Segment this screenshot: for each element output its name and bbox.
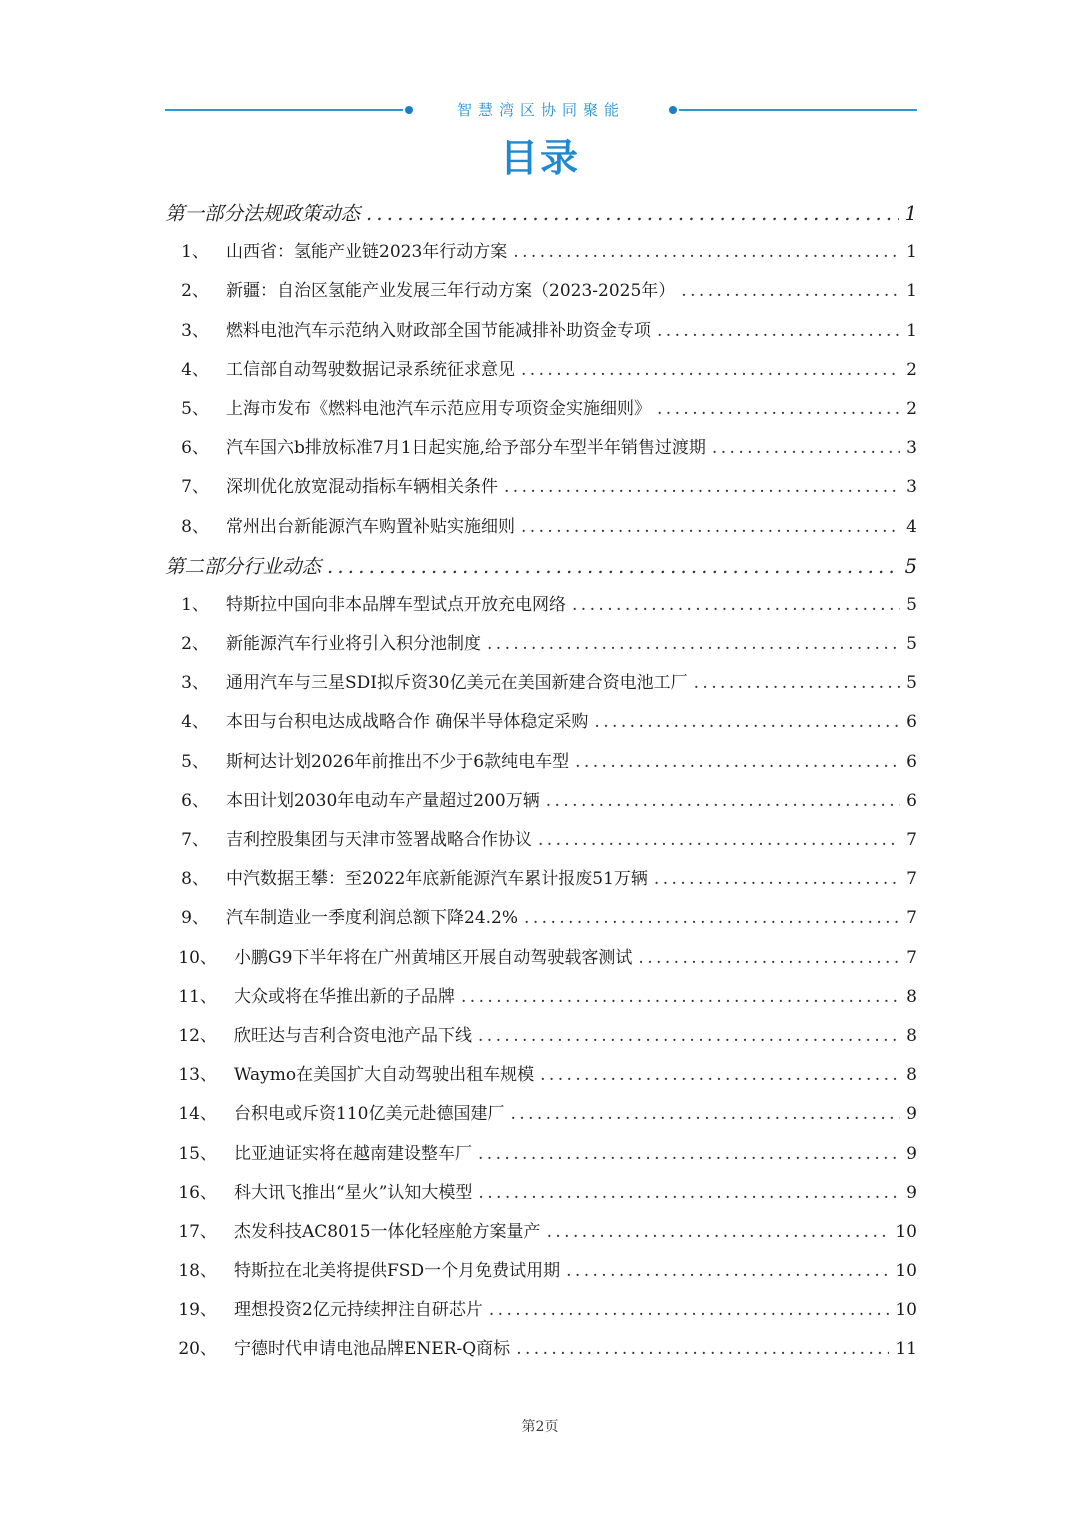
toc-entry[interactable]: [165, 468, 917, 507]
toc-entry-number: 3、: [181, 673, 209, 694]
toc-entry[interactable]: [165, 233, 917, 272]
toc-page-number: 7: [906, 869, 917, 890]
toc-entry[interactable]: [165, 1135, 917, 1174]
toc-entry-title: 斯柯达计划2026年前推出不少于6款纯电车型: [226, 751, 570, 772]
toc-entry-number: 4、: [181, 712, 209, 733]
toc-entry[interactable]: [165, 664, 917, 703]
page-number: 第2页: [521, 1419, 559, 1435]
toc-page-number: 7: [906, 908, 917, 929]
table-of-contents: [165, 194, 917, 1370]
toc-leader-dots: [516, 1330, 889, 1369]
toc-entry-title: 汽车制造业一季度利润总额下降24.2%: [226, 908, 519, 929]
toc-page-number: 4: [906, 516, 917, 537]
toc-leader-dots: [538, 821, 900, 860]
toc-entry-number: 18、: [178, 1261, 217, 1282]
toc-page-number: 5: [906, 594, 917, 615]
toc-page-number: 9: [906, 1182, 917, 1203]
toc-entry-number: 16、: [178, 1182, 217, 1203]
toc-page-number: 3: [906, 438, 917, 459]
toc-entry-title: 特斯拉中国向非本品牌车型试点开放充电网络: [226, 594, 566, 615]
toc-leader-dots: [510, 1095, 900, 1134]
toc-leader-dots: [572, 586, 900, 625]
toc-entry-title: 大众或将在华推出新的子品牌: [234, 986, 455, 1007]
toc-entry[interactable]: [165, 978, 917, 1017]
toc-page-number: 6: [906, 790, 917, 811]
toc-entry-number: 15、: [178, 1143, 217, 1164]
toc-entry[interactable]: [165, 390, 917, 429]
header-rule-right: [679, 109, 917, 111]
toc-leader-dots: [478, 1174, 900, 1213]
toc-entry-number: 6、: [181, 438, 209, 459]
toc-entry-number: 19、: [178, 1300, 217, 1321]
toc-entry-title: 台积电或斥资110亿美元赴德国建厂: [234, 1104, 505, 1125]
toc-page-number: 2: [906, 359, 917, 380]
toc-entry-number: 5、: [181, 751, 209, 772]
toc-leader-dots: [524, 899, 900, 938]
toc-page-number: 10: [895, 1221, 917, 1242]
toc-entry-title: 中汽数据王攀：至2022年底新能源汽车累计报废51万辆: [226, 869, 648, 890]
toc-entry-title: 宁德时代申请电池品牌ENER-Q商标: [234, 1339, 511, 1360]
toc-entry[interactable]: [165, 429, 917, 468]
toc-leader-dots: [461, 978, 900, 1017]
toc-entry[interactable]: [165, 1291, 917, 1330]
toc-page-number: 5: [906, 634, 917, 655]
toc-leader-dots: [681, 272, 900, 311]
toc-entry[interactable]: [165, 1017, 917, 1056]
toc-entry[interactable]: [165, 508, 917, 547]
toc-entry[interactable]: [165, 860, 917, 899]
toc-entry-title: 杰发科技AC8015一体化轻座舱方案量产: [234, 1221, 541, 1242]
toc-entry-number: 6、: [181, 790, 209, 811]
toc-entry[interactable]: [165, 1330, 917, 1369]
toc-page-number: 1: [906, 320, 917, 341]
toc-entry-title: 新能源汽车行业将引入积分池制度: [226, 634, 481, 655]
toc-page-number: 8: [906, 1025, 917, 1046]
toc-entry-title: Waymo在美国扩大自动驾驶出租车规模: [234, 1065, 535, 1086]
toc-entry-number: 2、: [181, 281, 209, 302]
toc-entry[interactable]: [165, 782, 917, 821]
toc-entry-title: 燃料电池汽车示范纳入财政部全国节能减排补助资金专项: [226, 320, 651, 341]
toc-leader-dots: [575, 743, 900, 782]
toc-entry[interactable]: [165, 939, 917, 978]
toc-page-number: 1: [906, 242, 917, 263]
toc-page-number: 10: [895, 1261, 917, 1282]
toc-entry[interactable]: [165, 1095, 917, 1134]
toc-page-number: 1: [904, 202, 917, 225]
toc-entry[interactable]: [165, 743, 917, 782]
toc-entry[interactable]: [165, 821, 917, 860]
toc-entry-title: 比亚迪证实将在越南建设整车厂: [234, 1143, 472, 1164]
toc-entry[interactable]: [165, 1174, 917, 1213]
toc-entry-title: 上海市发布《燃料电池汽车示范应用专项资金实施细则》: [226, 398, 651, 419]
toc-entry-title: 深圳优化放宽混动指标车辆相关条件: [226, 477, 498, 498]
toc-entry-number: 7、: [181, 830, 209, 850]
toc-entry-number: 14、: [178, 1104, 217, 1125]
toc-leader-dots: [594, 703, 900, 742]
toc-leader-dots: [366, 194, 899, 233]
toc-entry-number: 17、: [178, 1221, 217, 1242]
header-dot-right: [669, 106, 677, 114]
toc-leader-dots: [638, 939, 900, 978]
toc-entry-number: 8、: [181, 516, 209, 537]
toc-entry-number: 2、: [181, 634, 209, 655]
toc-part-title: 第二部分行业动态: [165, 554, 322, 578]
toc-entry[interactable]: [165, 312, 917, 351]
toc-page-number: 6: [906, 751, 917, 772]
toc-entry[interactable]: [165, 703, 917, 742]
toc-part-title: 第一部分法规政策动态: [165, 202, 361, 225]
toc-entry-number: 1、: [181, 594, 209, 615]
toc-page-number: 1: [906, 281, 917, 302]
toc-leader-dots: [540, 1056, 900, 1095]
toc-leader-dots: [478, 1135, 900, 1174]
toc-leader-dots: [521, 351, 900, 390]
toc-entry-number: 10、: [178, 947, 217, 968]
toc-page-number: 7: [906, 830, 917, 850]
toc-leader-dots: [546, 782, 900, 821]
page-header: [165, 98, 917, 122]
toc-entry[interactable]: [165, 351, 917, 390]
toc-leader-dots: [487, 625, 900, 664]
toc-leader-dots: [327, 547, 899, 586]
toc-entry-title: 本田计划2030年电动车产量超过200万辆: [226, 790, 540, 811]
toc-page-number: 5: [904, 554, 917, 578]
toc-entry-number: 12、: [178, 1025, 217, 1046]
header-tagline: 智慧湾区协同聚能: [456, 101, 625, 119]
toc-entry-number: 3、: [181, 320, 209, 341]
toc-entry[interactable]: [165, 1056, 917, 1095]
toc-entry-title: 科大讯飞推出“星火”认知大模型: [234, 1182, 473, 1203]
toc-entry-title: 欣旺达与吉利合资电池产品下线: [234, 1025, 472, 1046]
toc-page-number: 9: [906, 1104, 917, 1125]
toc-entry-title: 理想投资2亿元持续押注自研芯片: [234, 1300, 483, 1321]
toc-entry-number: 1、: [181, 242, 209, 263]
toc-entry-title: 汽车国六b排放标准7月1日起实施,给予部分车型半年销售过渡期: [226, 438, 706, 459]
toc-entry-title: 通用汽车与三星SDI拟斥资30亿美元在美国新建合资电池工厂: [226, 673, 688, 694]
toc-entry-title: 常州出台新能源汽车购置补贴实施细则: [226, 516, 515, 537]
toc-entry-number: 11、: [178, 986, 217, 1007]
toc-entry-title: 吉利控股集团与天津市签署战略合作协议: [226, 830, 532, 850]
toc-entry[interactable]: [165, 899, 917, 938]
toc-leader-dots: [489, 1291, 890, 1330]
toc-entry-number: 8、: [181, 869, 209, 890]
toc-entry-number: 20、: [178, 1339, 217, 1360]
toc-leader-dots: [521, 508, 900, 547]
toc-entry-title: 山西省：氢能产业链2023年行动方案: [226, 242, 508, 263]
toc-leader-dots: [657, 312, 900, 351]
toc-page-number: 2: [906, 398, 917, 419]
toc-page-number: 9: [906, 1143, 917, 1164]
toc-leader-dots: [657, 390, 900, 429]
toc-leader-dots: [694, 664, 901, 703]
toc-leader-dots: [654, 860, 900, 899]
toc-page-number: 3: [906, 477, 917, 498]
toc-page-number: 8: [906, 1065, 917, 1086]
toc-entry[interactable]: [165, 1213, 917, 1252]
toc-entry[interactable]: [165, 625, 917, 664]
toc-page-number: 7: [906, 947, 917, 968]
toc-leader-dots: [712, 429, 900, 468]
toc-leader-dots: [513, 233, 900, 272]
toc-leader-dots: [566, 1252, 889, 1291]
toc-entry-title: 本田与台积电达成战略合作 确保半导体稳定采购: [226, 712, 589, 733]
toc-part-heading[interactable]: [165, 194, 917, 233]
toc-page-number: 6: [906, 712, 917, 733]
toc-leader-dots: [547, 1213, 890, 1252]
toc-entry-number: 13、: [178, 1065, 217, 1086]
toc-leader-dots: [504, 468, 900, 507]
toc-page-number: 11: [895, 1339, 917, 1360]
toc-entry-title: 工信部自动驾驶数据记录系统征求意见: [226, 359, 515, 380]
toc-entry-title: 新疆：自治区氢能产业发展三年行动方案（2023-2025年）: [226, 281, 676, 302]
toc-part-heading[interactable]: [165, 547, 917, 586]
toc-page-number: 10: [895, 1300, 917, 1321]
toc-entry[interactable]: [165, 586, 917, 625]
toc-entry-number: 9、: [181, 908, 209, 929]
toc-page-number: 8: [906, 986, 917, 1007]
toc-leader-dots: [478, 1017, 900, 1056]
toc-entry[interactable]: [165, 272, 917, 311]
toc-entry-title: 特斯拉在北美将提供FSD一个月免费试用期: [234, 1261, 561, 1282]
toc-entry-number: 7、: [181, 477, 209, 498]
toc-entry[interactable]: [165, 1252, 917, 1291]
toc-page-number: 5: [906, 673, 917, 694]
toc-entry-title: 小鹏G9下半年将在广州黄埔区开展自动驾驶载客测试: [234, 947, 633, 968]
toc-title: 目录: [499, 136, 580, 180]
toc-entry-number: 5、: [181, 398, 209, 419]
toc-entry-number: 4、: [181, 359, 209, 380]
